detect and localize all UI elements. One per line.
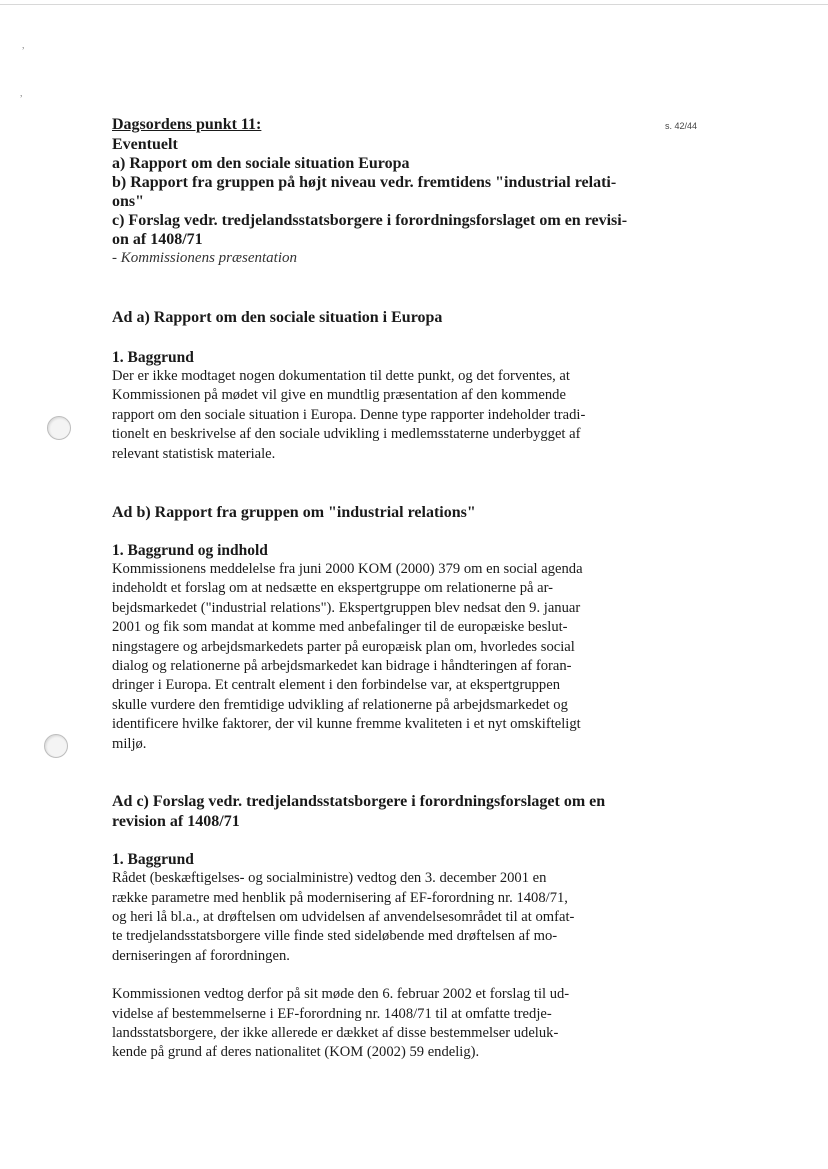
section-b-paragraph [112, 560, 640, 754]
paragraph-line: tionelt en beskrivelse af den sociale udvikling i medlemsstaterne underbygget af [112, 426, 581, 443]
paragraph-line: Kommissionens meddelelse fra juni 2000 KOM (2000) 379 om en social agenda [112, 561, 583, 578]
paragraph-line: Kommissionen vedtog derfor på sit møde den 6. februar 2002 et forslag til ud- [112, 986, 570, 1003]
agenda-heading: Dagsordens punkt 11: [112, 116, 262, 133]
paragraph-line: videlse af bestemmelserne i EF-forordning nr. 1408/71 til at omfatte tredje- [112, 1005, 552, 1022]
section-a-subtitle: 1. Baggrund [112, 349, 194, 366]
paragraph-line: miljø. [112, 735, 147, 752]
page-number: s. 42/44 [665, 121, 698, 131]
paragraph-line: relevant statistisk materiale. [112, 445, 276, 462]
section-b [112, 503, 640, 754]
paragraph-line: rapport om den sociale situation i Europa. Denne type rapporter indeholder tradi- [112, 406, 586, 423]
section-b-title: Ad b) Rapport fra gruppen om "industrial relations" [112, 504, 476, 522]
paragraph-line: te tredjelandsstatsborgere ville finde sted sideløbende med drøftelsen af mo- [112, 928, 558, 945]
agenda-item-b: b) Rapport fra gruppen på højt niveau vedr. fremtidens "industrial relati- [112, 174, 617, 191]
section-c-title: Ad c) Forslag vedr. tredjelandsstatsborgere i forordningsforslaget om en [112, 793, 606, 811]
paragraph-line: Der er ikke modtaget nogen dokumentation til dette punkt, og det forventes, at [112, 368, 570, 384]
paragraph-line: bejdsmarkedet ("industrial relations"). Ekspertgruppen blev nedsat den 9. januar [112, 599, 581, 616]
paragraph-line: identificere hvilke faktorer, der vil kunne fremme kvaliteten i et nyt omskifteligt [112, 716, 581, 733]
section-a-title: Ad a) Rapport om den sociale situation i Europa [112, 309, 443, 326]
paragraph-line: ningstagere og arbejdsmarkedets parter på europæisk plan om, hvorledes social [112, 638, 575, 655]
paragraph-line: skulle vurdere den fremtidige udvikling af relationerne på arbejdsmarkedet og [112, 696, 568, 713]
paragraph-line: kende på grund af deres nationalitet (KOM (2002) 59 endelig). [112, 1044, 480, 1061]
agenda-note: - Kommissionens præsentation [112, 250, 298, 266]
paragraph-line: dringer i Europa. Et centralt element i den forbindelse var, at ekspertgruppen [112, 677, 561, 694]
paragraph-line: og heri lå bl.a., at drøftelsen om udvidelsen af anvendelsesområdet til at omfat- [112, 908, 575, 925]
agenda-item-c: c) Forslag vedr. tredjelandsstatsborgere i forordningsforslaget om en revisi- [112, 212, 628, 229]
paragraph-line: derniseringen af forordningen. [112, 947, 290, 964]
document-body [112, 115, 640, 1063]
paragraph-line: indeholdt et forslag om at nedsætte en ekspertgruppe om relationerne på ar- [112, 580, 554, 597]
punch-hole [47, 416, 71, 440]
section-c [112, 792, 640, 1063]
section-c-title-cont: revision af 1408/71 [112, 813, 240, 831]
paragraph-line: Rådet (beskæftigelses- og socialministre) vedtog den 3. december 2001 en [112, 870, 547, 887]
agenda-block [112, 115, 640, 268]
scan-speck: , [20, 88, 23, 99]
paragraph-line: række parametre med henblik på modernisering af EF-forordning nr. 1408/71, [112, 889, 568, 906]
section-b-subtitle: 1. Baggrund og indhold [112, 542, 268, 560]
agenda-item-a: a) Rapport om den sociale situation Europa [112, 155, 410, 172]
agenda-item-c-cont: on af 1408/71 [112, 231, 203, 248]
paragraph-line: landsstatsborgere, der ikke allerede er dækket af disse bestemmelser udeluk- [112, 1024, 559, 1041]
agenda-item-b-cont: ons" [112, 193, 145, 210]
punch-hole [44, 734, 68, 758]
agenda-subheading: Eventuelt [112, 136, 178, 153]
scan-speck: , [22, 40, 25, 51]
section-c-paragraph-1 [112, 869, 640, 966]
section-a-paragraph [112, 367, 640, 464]
page-top-edge [0, 4, 828, 5]
paragraph-line: dialog og relationerne på arbejdsmarkedet kan bidrage i håndteringen af foran- [112, 658, 572, 675]
section-a [112, 308, 640, 464]
section-c-subtitle: 1. Baggrund [112, 851, 194, 869]
paragraph-line: 2001 og fik som mandat at komme med anbefalinger til de europæiske beslut- [112, 619, 568, 636]
paragraph-line: Kommissionen på mødet vil give en mundtlig præsentation af den kommende [112, 387, 566, 404]
section-c-paragraph-2 [112, 985, 640, 1063]
